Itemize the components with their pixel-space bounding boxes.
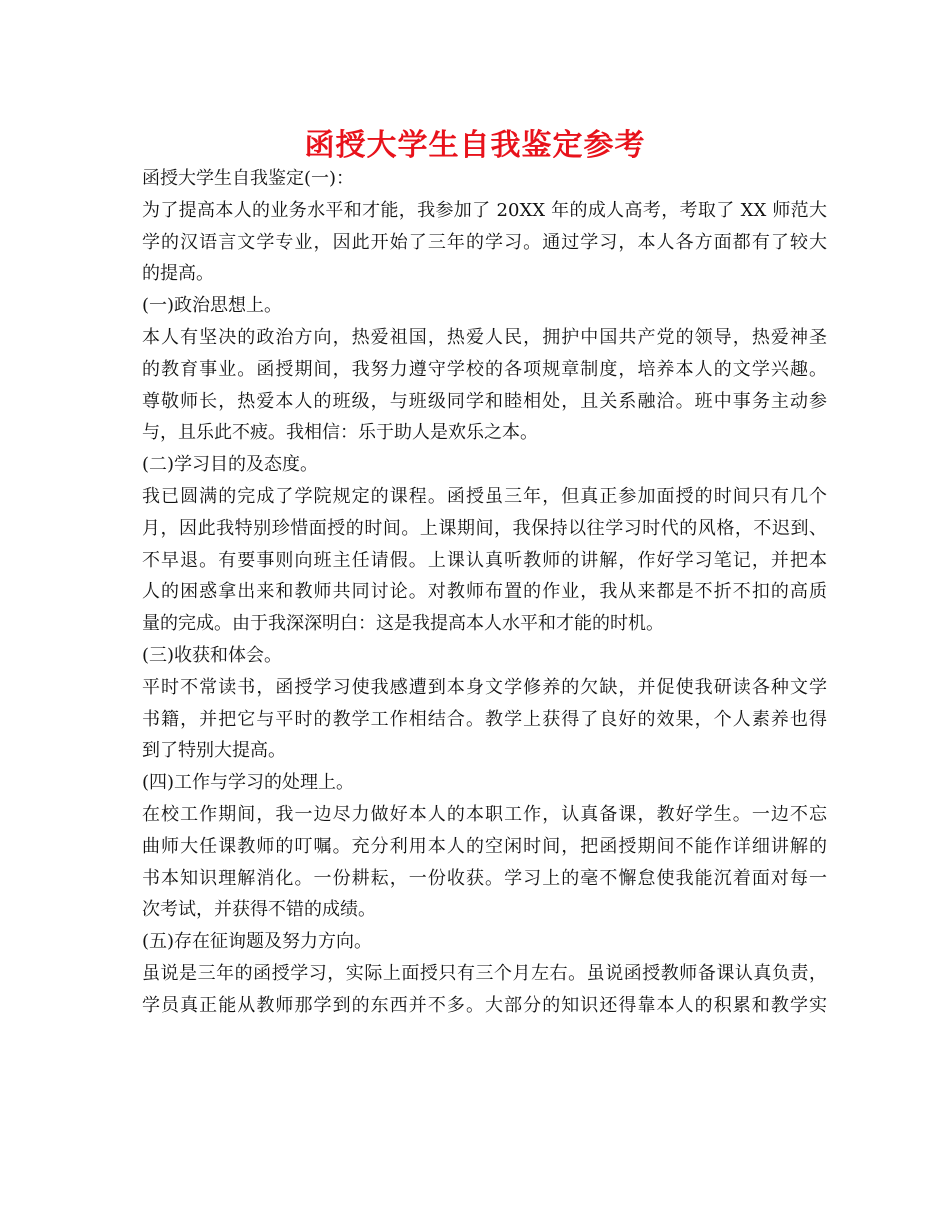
text-line: 曲师大任课教师的叮嘱。充分利用本人的空闲时间，把函授期间不能作详细讲解的	[142, 835, 827, 857]
text-line: 我已圆满的完成了学院规定的课程。函授虽三年，但真正参加面授的时间只有几个	[142, 485, 827, 507]
text-line: 次考试，并获得不错的成绩。	[142, 899, 376, 921]
text-line: 平时不常读书，函授学习使我感遭到本身文学修养的欠缺，并促使我研读各种文学	[142, 676, 827, 698]
text-line: 不早退。有要事则向班主任请假。上课认真听教师的讲解，作好学习笔记，并把本	[142, 549, 827, 571]
text-line: 的教育事业。函授期间，我努力遵守学校的各项规章制度，培养本人的文学兴趣。	[142, 358, 827, 380]
text-line: (三)收获和体会。	[142, 644, 283, 666]
text-line: 人的困惑拿出来和教师共同讨论。对教师布置的作业，我从来都是不折不扣的高质	[142, 581, 827, 603]
text-line: (五)存在征询题及努力方向。	[142, 931, 373, 953]
text-line: 学员真正能从教师那学到的东西并不多。大部分的知识还得靠本人的积累和教学实	[142, 994, 827, 1016]
document-body	[142, 163, 827, 1022]
text-line: 学的汉语言文学专业，因此开始了三年的学习。通过学习，本人各方面都有了较大	[142, 231, 827, 253]
text-line: 尊敬师长，热爱本人的班级，与班级同学和睦相处，且关系融洽。班中事务主动参	[142, 390, 827, 412]
text-line: 在校工作期间，我一边尽力做好本人的本职工作，认真备课，教好学生。一边不忘	[142, 803, 827, 825]
text-line: 月，因此我特别珍惜面授的时间。上课期间，我保持以往学习时代的风格，不迟到、	[142, 517, 827, 539]
text-line: 为了提高本人的业务水平和才能，我参加了 20XX 年的成人高考，考取了 XX 师范大	[142, 199, 827, 221]
text-line: (四)工作与学习的处理上。	[142, 772, 355, 794]
text-line: 书本知识理解消化。一份耕耘，一份收获。学习上的毫不懈怠使我能沉着面对每一	[142, 867, 827, 889]
text-line: (一)政治思想上。	[142, 295, 283, 317]
text-line: 与，且乐此不疲。我相信：乐于助人是欢乐之本。	[142, 422, 538, 444]
text-line: 函授大学生自我鉴定(一)：	[142, 168, 355, 189]
text-line: 本人有坚决的政治方向，热爱祖国，热爱人民，拥护中国共产党的领导，热爱神圣	[142, 326, 827, 348]
text-line: 量的完成。由于我深深明白：这是我提高本人水平和才能的时机。	[142, 613, 664, 635]
text-line: 书籍，并把它与平时的教学工作相结合。教学上获得了良好的效果，个人素养也得	[142, 708, 827, 730]
document-title: 函授大学生自我鉴定参考	[304, 128, 646, 163]
text-line: 到了特别大提高。	[142, 740, 286, 762]
text-line: (二)学习目的及态度。	[142, 454, 319, 476]
text-line: 虽说是三年的函授学习，实际上面授只有三个月左右。虽说函授教师备课认真负责，	[142, 962, 827, 984]
text-line: 的提高。	[142, 263, 214, 285]
